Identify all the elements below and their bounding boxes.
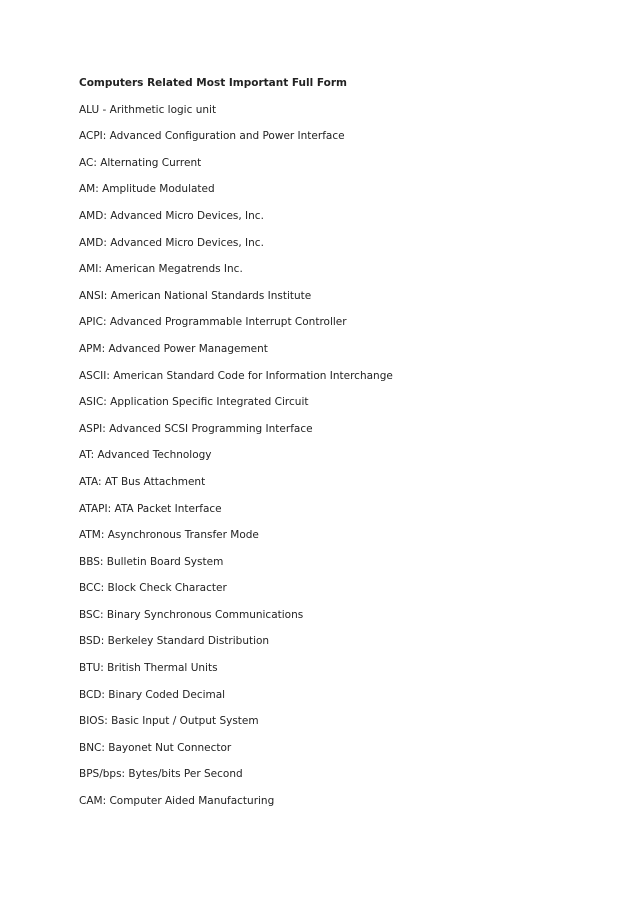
list-item: ASIC: Application Specific Integrated Circuit [79, 396, 309, 409]
document-page [79, 73, 599, 818]
list-item: CAM: Computer Aided Manufacturing [79, 795, 275, 808]
list-item: BTU: British Thermal Units [79, 662, 218, 675]
list-item: AMI: American Megatrends Inc. [79, 263, 243, 276]
list-item: APM: Advanced Power Management [79, 342, 268, 355]
list-item: AC: Alternating Current [79, 156, 202, 169]
list-item: AMD: Advanced Micro Devices, Inc. [79, 209, 264, 222]
list-item: BBS: Bulletin Board System [79, 555, 224, 568]
list-item: ASPI: Advanced SCSI Programming Interface [79, 422, 313, 435]
list-item: ATA: AT Bus Attachment [79, 475, 206, 488]
list-item: AT: Advanced Technology [79, 449, 212, 462]
list-item: BIOS: Basic Input / Output System [79, 715, 259, 728]
list-item: AM: Amplitude Modulated [79, 183, 215, 196]
list-item: ASCII: American Standard Code for Information Interchange [79, 369, 393, 382]
list-item: ATAPI: ATA Packet Interface [79, 502, 222, 515]
list-item: BCD: Binary Coded Decimal [79, 688, 226, 701]
list-item: BPS/bps: Bytes/bits Per Second [79, 768, 243, 781]
entry-list [79, 100, 599, 818]
list-item: BSC: Binary Synchronous Communications [79, 608, 304, 621]
list-item: ATM: Asynchronous Transfer Mode [79, 529, 259, 542]
list-item: AMD: Advanced Micro Devices, Inc. [79, 236, 264, 249]
list-item: APIC: Advanced Programmable Interrupt Controller [79, 316, 347, 329]
list-item: ANSI: American National Standards Institute [79, 289, 312, 302]
list-item: BSD: Berkeley Standard Distribution [79, 635, 270, 648]
list-item: ALU - Arithmetic logic unit [79, 103, 217, 116]
list-item: BCC: Block Check Character [79, 582, 227, 595]
list-item: BNC: Bayonet Nut Connector [79, 741, 232, 754]
list-item: ACPI: Advanced Configuration and Power Interface [79, 130, 345, 143]
document-title: Computers Related Most Important Full Form [79, 77, 347, 89]
